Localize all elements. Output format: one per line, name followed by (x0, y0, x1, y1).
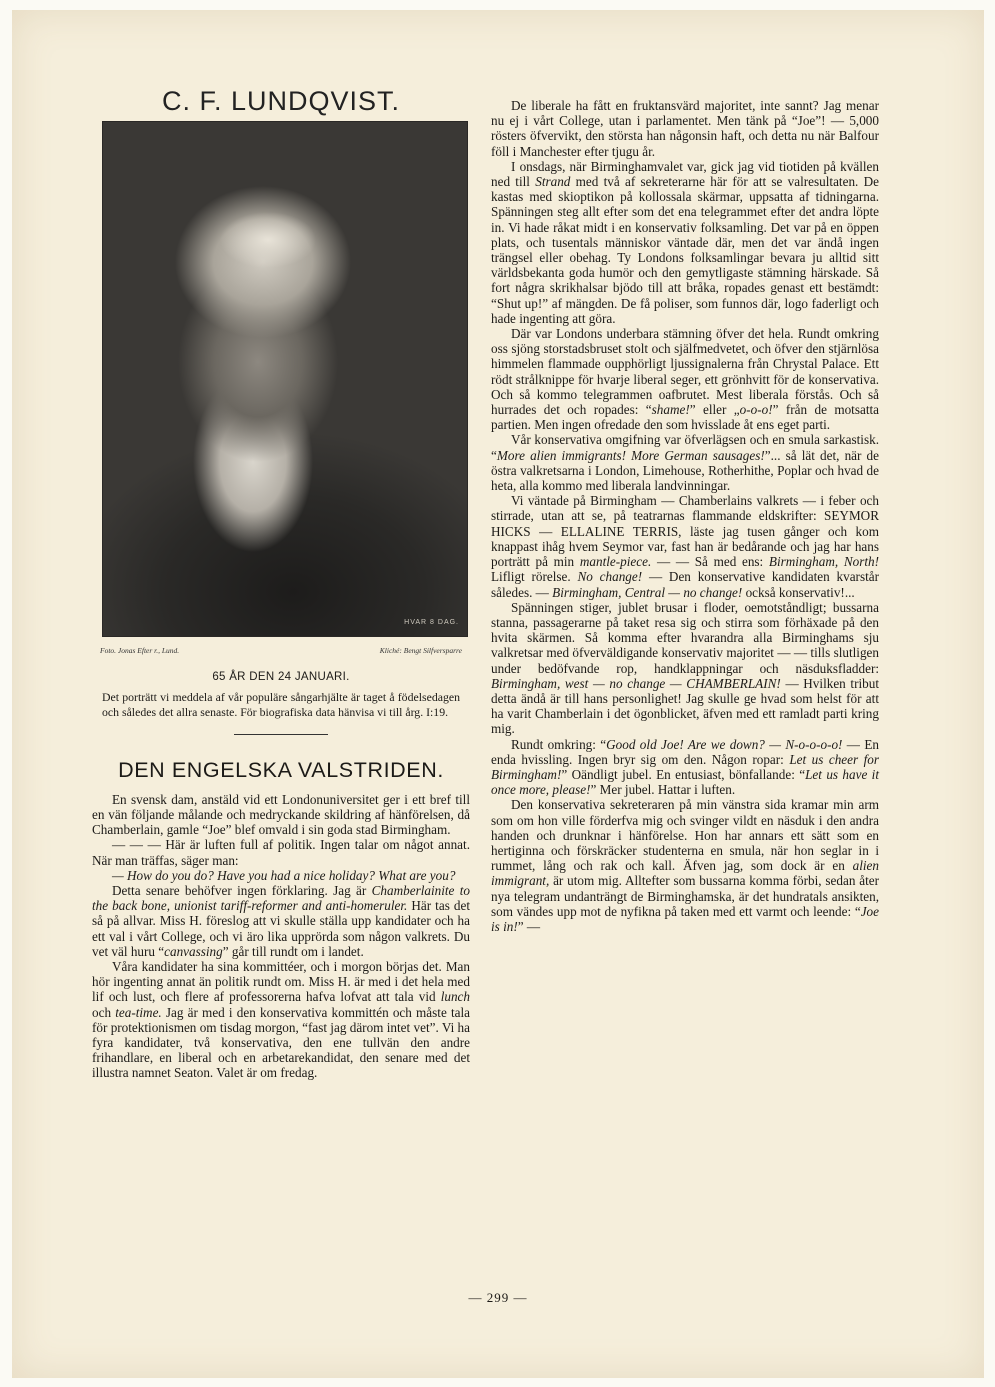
text-run: — En enda hvissling. Ingen bryr sig om den. Någon ropar: (491, 736, 879, 767)
section-divider (234, 734, 328, 735)
left-column (92, 86, 471, 1081)
paragraph (92, 883, 470, 959)
paragraph (92, 792, 470, 838)
paragraph (491, 600, 879, 737)
text-run: Vår konservativa omgifning var öfverlägsen och en smula sarkastisk. “ (491, 432, 879, 463)
italic-text: Chamberlainite to the back bone, unionist tariff-reformer and anti-homeruler. (92, 883, 471, 914)
article-title: DEN ENGELSKA VALSTRIDEN. (118, 757, 444, 782)
italic-text: Birmingham, west — no change — CHAMBERLAIN! (491, 675, 781, 691)
photo-credits (100, 643, 462, 658)
italic-text: More alien immigrants! More German sausages! (496, 447, 765, 463)
text-run: Detta senare behöfver ingen förklaring. Jag är (112, 883, 372, 899)
text-run: och (92, 1004, 116, 1020)
text-run: med två af sekreterarne här för att se valresultaten. De kastas med skioptikon på kollossala skärmar, uppsatta af tidningarna. Spänningen steg allt efter som det ena telegrammet efter det andra löpte in. Vi hade råkat midt i en konservativ folksamling. Det var på en öppen plats, och tusentals människor väntade där, men det var ändå ingen trängsel eller obehag. Ty Londons folksamlingar bevara ju alltid sitt världsbekanta goda humör och den gemytligaste stämning härskade. Så fort några skrikhalsar bjödo till att bråka, ropades genast ett bestämdt: “Shut up!” af mängden. De få poliser, som funnos där, logo faderligt och hade ingenting att göra. (491, 174, 879, 326)
text-run: Den konservativa sekreteraren på min vänstra sida kramar min arm som om hon ville förderfva mig och svinger vildt en näsduk i den andra handen och drunknar i hänförelse. Hon har annars ett sätt som en hertiginna och förskräcker studenterna en smula, när hon seglar in i rummet, lång och rak och kall. Äfven jag, som dock är en (491, 797, 879, 874)
italic-text: tea-time. (115, 1004, 162, 1020)
text-run: ” från de motsatta partien. Men ingen ofredade den som hvisslade åt ens eget parti. (491, 402, 879, 433)
italic-text: Birmingham, North! (768, 554, 880, 570)
text-run: är utom mig. Alltefter som bussarna komma förbi, sedan åter nya telegram undanträngt de Birminghamska, är det hundratals ansikten, som vändes upp mot de nyfikna på taken med ett varmt och leende: “ (491, 873, 879, 919)
portrait-subtitle: 65 ÅR DEN 24 JANUARI. (212, 671, 350, 684)
paragraph (491, 326, 879, 432)
paragraph (491, 797, 879, 934)
italic-text: — How do you do? Have you had a nice holiday? What are you? (112, 867, 456, 883)
italic-text: Joe is in! (491, 903, 879, 934)
photo-mark: HVAR 8 DAG. (404, 619, 459, 626)
italic-text: alien immigrant, (491, 858, 879, 889)
text-run: Spänningen stiger, jublet brusar i floder, oemotståndligt; bussarna stanna, passagerarne på taket resa sig och stirra som förhäxade på den hvita skärmen. Så komma efter hvarandra alla Birminghams sju valkretsar med öfverväldigande konservativ majoritet — — tills slutligen under bedöfvande rop, handklappningar och näsduksfladder: (491, 599, 879, 676)
article-body-right (491, 98, 879, 934)
italic-text: lunch (440, 989, 470, 1005)
paragraph (491, 432, 879, 493)
paragraph (92, 959, 470, 1081)
text-run: Jag är med i den konservativa kommittén och måste tala för protektionismen om tisdag morgon, “fast jag därom intet vet”. Vi ha fyra kandidater, två konservativa, den ene tullvän den andre frihandlare, en liberal och en arbetarekandidat, den senare med det illustra namnet Seaton. Valet är om fredag. (92, 1004, 471, 1081)
article-body-left (92, 792, 470, 1081)
paragraph (491, 737, 879, 798)
italic-text: shame! (651, 402, 690, 418)
page-number: — 299 — (468, 1290, 528, 1305)
text-run: Våra kandidater ha sina kommittéer, och i morgon börjas det. Man hör ingenting annat än politik rundt om. Miss H. är med i det hela med lif och lust, och flere af professorerna hafva lofvat att tala vid (92, 959, 470, 1005)
text-run: ” går till rundt om i landet. (222, 943, 364, 959)
italic-text: No change! (577, 569, 643, 585)
paragraph (491, 98, 879, 159)
text-run: — — Så med ens: (651, 554, 769, 570)
italic-text: o-o-o! (739, 402, 773, 418)
portrait-photo (102, 121, 468, 637)
text-run: ” — (517, 918, 541, 934)
paragraph (491, 159, 879, 326)
text-run: I onsdags, när Birminghamvalet var, gick jag vid tiotiden på kvällen ned till (491, 158, 879, 190)
text-run: Lifligt rörelse. (491, 569, 578, 585)
portrait-title: C. F. LUNDQVIST. (161, 86, 401, 116)
text-run: — — — Här är luften full af politik. Ingen talar om något annat. När man träffas, säger man: (92, 837, 470, 868)
italic-text: canvassing (164, 943, 223, 959)
portrait-caption: Det porträtt vi meddela af vår populäre sångarhjälte är taget å födelsedagen och således det allra senaste. För biografiska data hänvisa vi till årg. I:19. (102, 689, 460, 719)
text-run: ” Mer jubel. Hattar i luften. (590, 782, 736, 798)
text-run: ” Oändligt jubel. En entusiast, bönfallande: “ (561, 766, 806, 782)
italic-text: Birmingham, Central — no change! (552, 584, 743, 600)
text-run: Vi väntade på Birmingham — Chamberlains valkrets — i feber och stirrade, utan att se, på teatrarnas flammande eldskrifter: SEYMOR HICKS — ELLALINE TERRIS, läste jag tusen gånger och kom knappast ihåg hvem Seymor var, fast han är bedårande och jag har hans porträtt på min (491, 493, 879, 570)
right-column (491, 98, 879, 934)
text-run: ” eller „ (689, 402, 740, 418)
photo-credit-right: Kliché: Bengt Silfversparre (379, 646, 462, 656)
photo-credit-left: Foto. Jonas Efter r., Lund. (100, 646, 180, 656)
text-run: Där var Londons underbara stämning öfver det hela. Rundt omkring oss sjöng storstadsbruset stolt och själfmedvetet, och öfver den stjärnlösa himmelen flammade oupphörligt ljussignalerna från Chrystal Palace. Ett rödt strålknippe för hvarje liberal seger, ett grönhvitt för de konservativa. Och så kommo telegrammen oafbrutet. Mest liberala förstås. Och så hurrades det och ropades: “ (491, 326, 879, 418)
text-run: Här tas det så på allvar. Miss H. föreslog att vi skulle ställa upp kandidater och ha ett val i vårt College, och vi äro lika upprörda som någon valkrets. Du vet väl huru “ (92, 898, 470, 959)
paragraph (92, 868, 470, 883)
italic-text: mantle-piece. (579, 554, 652, 570)
italic-text: Good old Joe! Are we down? — N-o-o-o-o! (606, 736, 843, 752)
text-run: Rundt omkring: “ (511, 736, 607, 752)
italic-text: Let us have it once more, please! (491, 766, 879, 798)
italic-text: Let us cheer for Birmingham! (491, 751, 879, 782)
magazine-page (12, 10, 984, 1378)
text-run: — Den konservative kandidaten kvarstår således. — (491, 569, 879, 600)
text-run: ”... så lät det, när de östra valkretsarna i London, Limehouse, Rotherhithe, Poplar och hvad de heta, alla kommo med liberala landvinningar. (491, 447, 880, 494)
text-run: En svensk dam, anstäld vid ett Londonuniversitet ger i ett bref till en vän följande målande och medryckande skildring af hänförelsen, då Chamberlain, gamle “Joe” blef omvald i sin goda stad Birmingham. (92, 791, 470, 838)
paragraph (491, 493, 879, 599)
paragraph (92, 837, 470, 867)
text-run: De liberale ha fått en fruktansvärd majoritet, inte sannt? Jag menar nu ej i vårt College, utan i parlamentet. Men tänk på “Joe”! — 5,000 rösters öfvervikt, den största han någonsin haft, och detta nu när Balfour föll i Manchester efter tjugu år. (491, 98, 879, 159)
text-run: — Hvilken tribut detta ändå är till hans personlighet! Jag skulle ge hvad som helst för att ha varit Chamberlain i det ögonblicket, äfven med ett ramladt parti kring mig. (491, 675, 879, 737)
italic-text: Strand (535, 174, 571, 190)
text-run: också konservativ!... (742, 584, 855, 600)
